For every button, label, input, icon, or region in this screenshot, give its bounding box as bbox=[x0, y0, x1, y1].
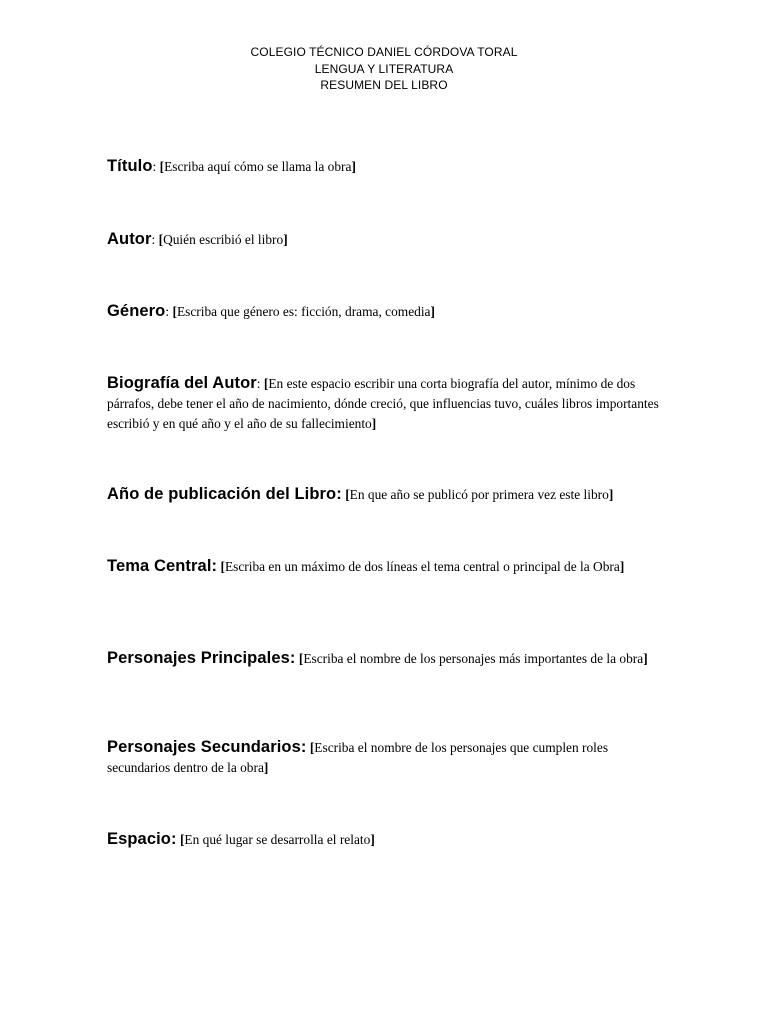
open-bracket: [ bbox=[263, 376, 269, 391]
field-placeholder: En este espacio escribir una corta biografía del autor, mínimo de dos párrafos, debe tener el año de nacimiento, dónde creció, que influencias tuvo, cuáles libros importantes escribió y en qué año y el año de su fallecimiento bbox=[107, 376, 659, 431]
field-tema-central bbox=[107, 556, 663, 577]
open-bracket: [ bbox=[220, 559, 225, 574]
field-autor bbox=[107, 229, 663, 250]
field-label: Género bbox=[107, 302, 166, 320]
field-separator: : bbox=[165, 304, 170, 319]
field-placeholder: En que año se publicó por primera vez este libro bbox=[349, 487, 609, 502]
open-bracket: [ bbox=[298, 651, 304, 666]
field-anio-publicacion bbox=[107, 484, 663, 505]
open-bracket: [ bbox=[309, 740, 315, 755]
open-bracket: [ bbox=[172, 304, 177, 319]
close-bracket: ] bbox=[430, 304, 435, 319]
field-label: Personajes Secundarios: bbox=[107, 738, 307, 756]
field-placeholder: Escriba aquí cómo se llama la obra bbox=[164, 159, 352, 174]
field-placeholder: Escriba en un máximo de dos líneas el tema central o principal de la Obra bbox=[224, 559, 620, 574]
field-separator: : bbox=[256, 376, 261, 391]
field-espacio bbox=[107, 829, 663, 850]
field-titulo bbox=[107, 156, 663, 177]
field-label: Espacio: bbox=[107, 830, 177, 848]
field-placeholder: Escriba el nombre de los personajes que cumplen roles secundarios dentro de la obra bbox=[107, 740, 609, 775]
close-bracket: ] bbox=[370, 832, 375, 847]
field-genero bbox=[107, 301, 663, 322]
close-bracket: ] bbox=[608, 487, 614, 502]
field-label: Personajes Principales: bbox=[107, 649, 296, 667]
field-placeholder: En qué lugar se desarrolla el relato bbox=[184, 832, 371, 847]
open-bracket: [ bbox=[159, 159, 165, 174]
field-label: Autor bbox=[107, 230, 152, 248]
school-name: COLEGIO TÉCNICO DANIEL CÓRDOVA TORAL bbox=[250, 45, 518, 59]
close-bracket: ] bbox=[643, 651, 648, 666]
field-label: Año de publicación del Libro: bbox=[107, 485, 342, 503]
field-separator: : bbox=[151, 232, 156, 247]
close-bracket: ] bbox=[619, 559, 625, 574]
field-placeholder: Escriba que género es: ficción, drama, comedia bbox=[176, 304, 431, 319]
document-header bbox=[0, 44, 768, 94]
field-label: Biografía del Autor bbox=[107, 374, 257, 392]
document-title: RESUMEN DEL LIBRO bbox=[320, 78, 448, 92]
field-label: Título bbox=[107, 157, 153, 175]
field-label: Tema Central: bbox=[107, 557, 218, 575]
field-biografia bbox=[107, 373, 663, 434]
close-bracket: ] bbox=[263, 760, 269, 775]
close-bracket: ] bbox=[351, 159, 356, 174]
close-bracket: ] bbox=[371, 416, 377, 431]
close-bracket: ] bbox=[283, 232, 288, 247]
field-placeholder: Escriba el nombre de los personajes más importantes de la obra bbox=[303, 651, 644, 666]
open-bracket: [ bbox=[179, 832, 185, 847]
field-placeholder: Quién escribió el libro bbox=[163, 232, 284, 247]
open-bracket: [ bbox=[345, 487, 350, 502]
subject-name: LENGUA Y LITERATURA bbox=[314, 61, 454, 76]
field-separator: : bbox=[152, 159, 157, 174]
field-personajes-secundarios bbox=[107, 737, 663, 778]
open-bracket: [ bbox=[158, 232, 164, 247]
field-personajes-principales bbox=[107, 648, 663, 669]
